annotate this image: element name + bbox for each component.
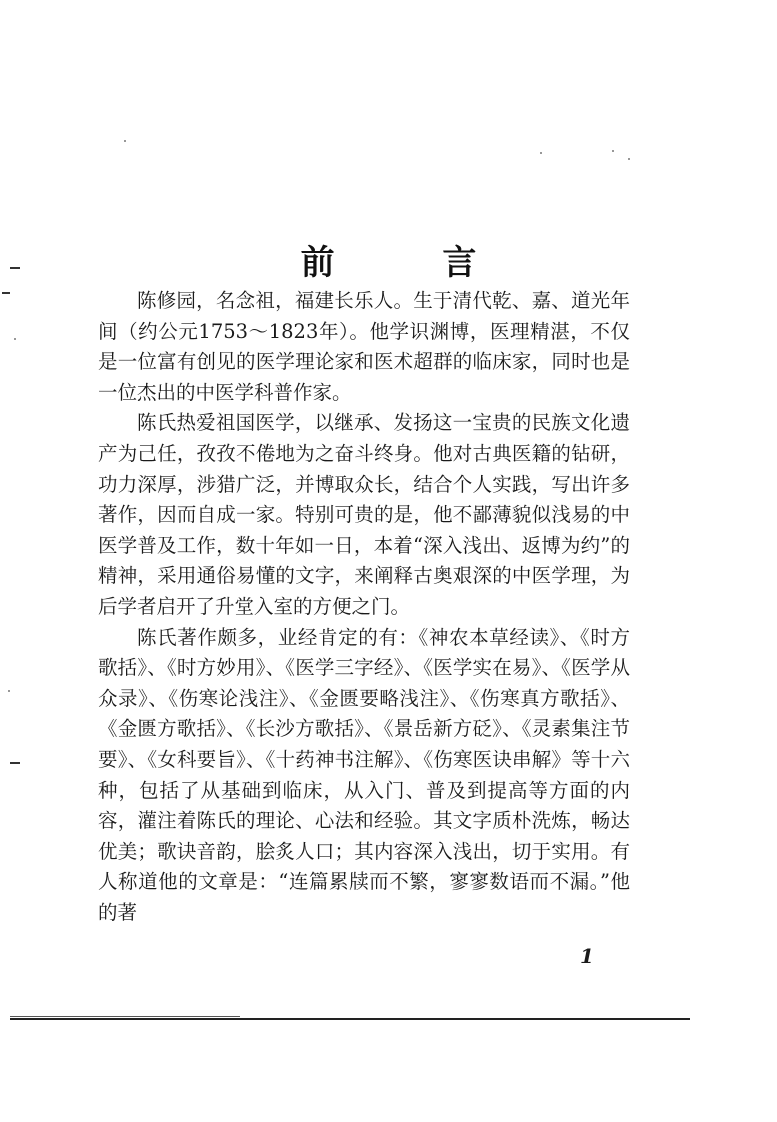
scan-speck bbox=[14, 338, 16, 340]
scan-mark-left-3 bbox=[10, 762, 20, 764]
scan-speck bbox=[540, 152, 542, 154]
page-title: 前 言 bbox=[300, 242, 525, 283]
paragraph: 陈修园，名念祖，福建长乐人。生于清代乾、嘉、道光年间（约公元1753～1823年）。他学识渊博，医理精湛，不仅是一位富有创见的医学理论家和医术超群的临床家，同时也是一位杰出的中医学科普作家。 bbox=[98, 289, 630, 404]
scan-speck bbox=[124, 140, 126, 142]
page-number: 1 bbox=[580, 944, 594, 968]
scan-speck bbox=[8, 690, 10, 692]
scan-speck bbox=[628, 158, 630, 160]
scan-mark-left-2 bbox=[2, 292, 10, 294]
paragraph: 陈氏著作颇多，业经肯定的有：《神农本草经读》、《时方歌括》、《时方妙用》、《医学三字经》、《医学实在易》、《医学从众录》、《伤寒论浅注》、《金匮要略浅注》、《伤寒真方歌括》、《金匮方歌括》、《长沙方歌括》、《景岳新方砭》、《灵素集注节要》、《女科要旨》、《十药神书注解》、《伤寒医诀串解》等十六种，包括了从基础到临床，从入门、普及到提高等方面的内容，灌注着陈氏的理论、心法和经验。其文字质朴洗炼，畅达优美；歌诀音韵，脍炙人口；其内容深入浅出，切于实用。有人称道他的文章是：“连篇累牍而不繁，寥寥数语而不漏。”他的著 bbox=[98, 625, 630, 924]
scan-speck bbox=[612, 150, 614, 152]
body-text bbox=[98, 286, 630, 928]
bottom-rule bbox=[10, 1018, 690, 1020]
paragraph: 陈氏热爱祖国医学，以继承、发扬这一宝贵的民族文化遗产为己任，孜孜不倦地为之奋斗终身。他对古典医籍的钻研，功力深厚，涉猎广泛，并博取众长，结合个人实践，写出许多著作，因而自成一家。特别可贵的是，他不鄙薄貌似浅易的中医学普及工作，数十年如一日，本着“深入浅出、返博为约”的精神，采用通俗易懂的文字，来阐释古奥艰深的中医学理，为后学者启开了升堂入室的方便之门。 bbox=[98, 411, 630, 618]
bottom-rule-thin bbox=[10, 1016, 240, 1017]
